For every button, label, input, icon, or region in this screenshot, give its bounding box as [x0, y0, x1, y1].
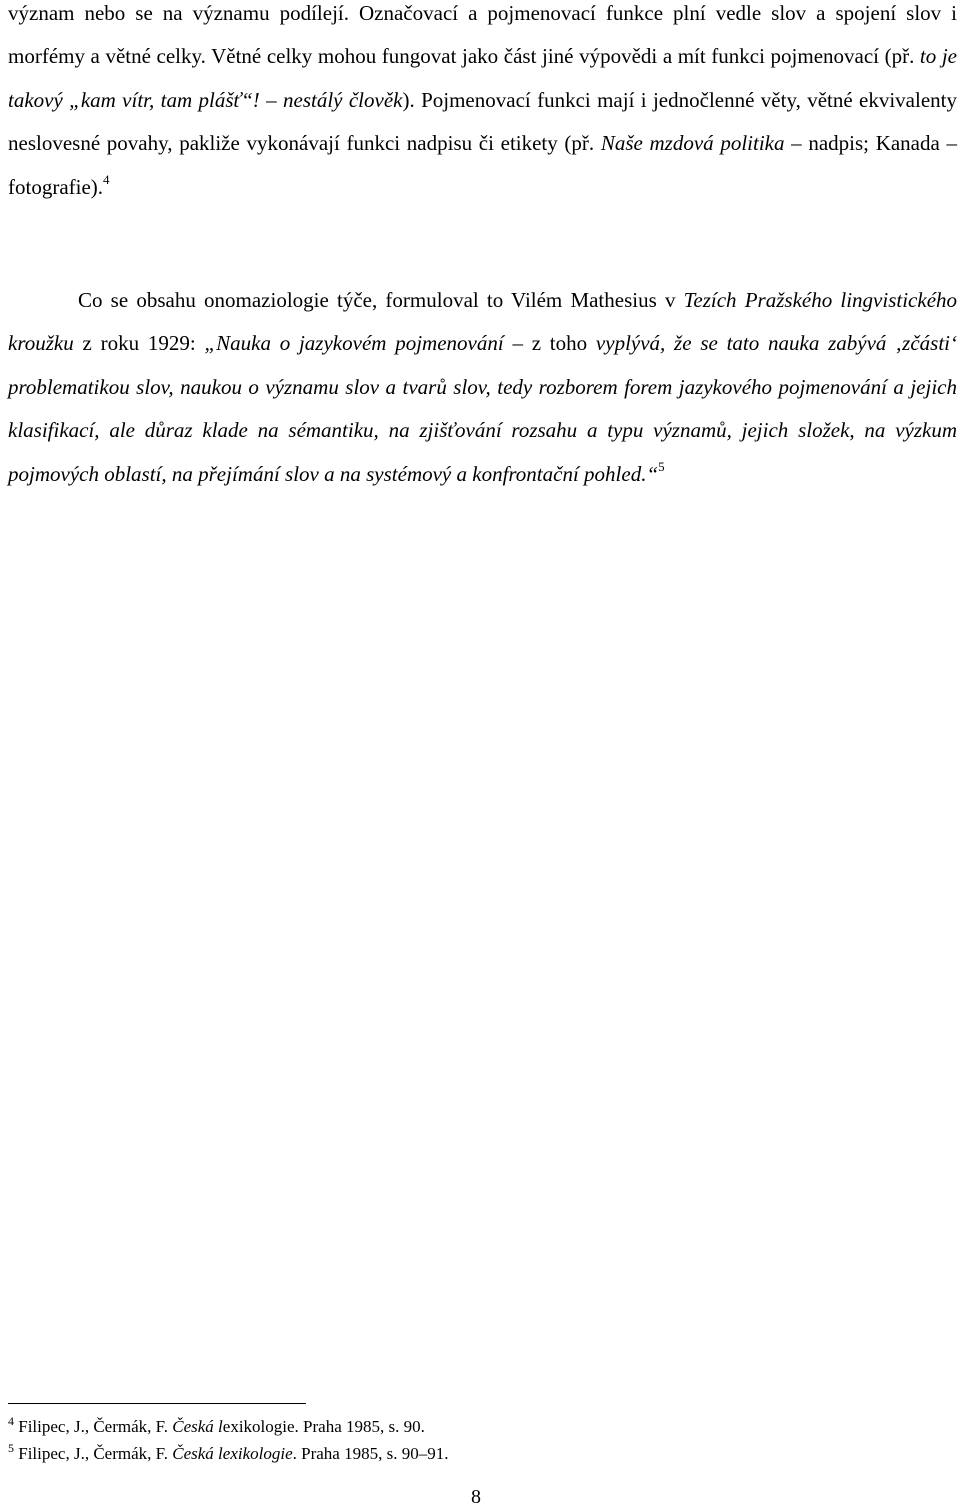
footnote-4	[8, 1416, 425, 1438]
paragraph2-text-2: z roku 1929:	[73, 331, 205, 356]
paragraph2-quote-2: vyplývá, že se tato nauka zabývá ‚zčásti‘ problematikou slov, naukou o významu slov a tvarů slov, tedy rozborem forem jazykového pojmenování a jejich klasifikací, ale důraz klade na sémantiku, na zjišťování rozsahu a typu významů, jejich složek, na výzkum pojmových oblastí, na přejímání slov a na systémový a konfrontační pohled.“	[8, 331, 957, 486]
footnote-text-1: Filipec, J., Čermák, F.	[18, 1417, 173, 1436]
footnote-text-1: Filipec, J., Čermák, F.	[18, 1444, 173, 1463]
page-number: 8	[471, 1486, 481, 1508]
paragraph2-quote-1: „Nauka o jazykovém pojmenování	[204, 331, 504, 356]
footnote-reference-4[interactable]: 4	[103, 171, 110, 187]
paragraph1-example-1: to je takový „kam vítr, tam plášť“! – nestálý člověk	[8, 44, 957, 112]
footnote-title: Česká l	[172, 1417, 223, 1436]
footnote-reference-5[interactable]: 5	[658, 458, 665, 474]
paragraph-mathesius-theses	[8, 279, 957, 496]
paragraph2-title: Tezích Pražského lingvistického kroužku	[8, 288, 958, 356]
footnote-text-2: exikologie. Praha 1985, s. 90.	[222, 1417, 425, 1436]
paragraph1-text-3: – nadpis; Kanada – fotografie).	[8, 131, 957, 199]
paragraph2-text-3: – z toho	[503, 331, 596, 356]
paragraph-onomasiology-functions	[8, 0, 957, 209]
footnote-text-2: . Praha 1985, s. 90–91.	[292, 1444, 449, 1463]
paragraph1-text-2: ). Pojmenovací funkci mají i jednočlenné věty, větné ekvivalenty neslovesné povahy, pakliže vykonávají funkci nadpisu či etikety (př.	[8, 87, 957, 156]
footnote-number: 5	[8, 1441, 14, 1455]
paragraph1-example-2: Naše mzdová politika	[600, 131, 785, 156]
paragraph1-text-1: význam nebo se na významu podílejí. Označovací a pojmenovací funkce plní vedle slov a spojení slov i morfémy a větné celky. Větné celky mohou fungovat jako část jiné výpovědi a mít funkci pojmenovací (př.	[8, 1, 957, 69]
footnote-separator	[8, 1403, 306, 1404]
footnote-title: Česká lexikologie	[172, 1444, 293, 1463]
paragraph2-text-1: Co se obsahu onomaziologie týče, formuloval to Vilém Mathesius v	[78, 288, 684, 312]
footnote-number: 4	[8, 1414, 14, 1428]
footnote-5	[8, 1443, 448, 1465]
